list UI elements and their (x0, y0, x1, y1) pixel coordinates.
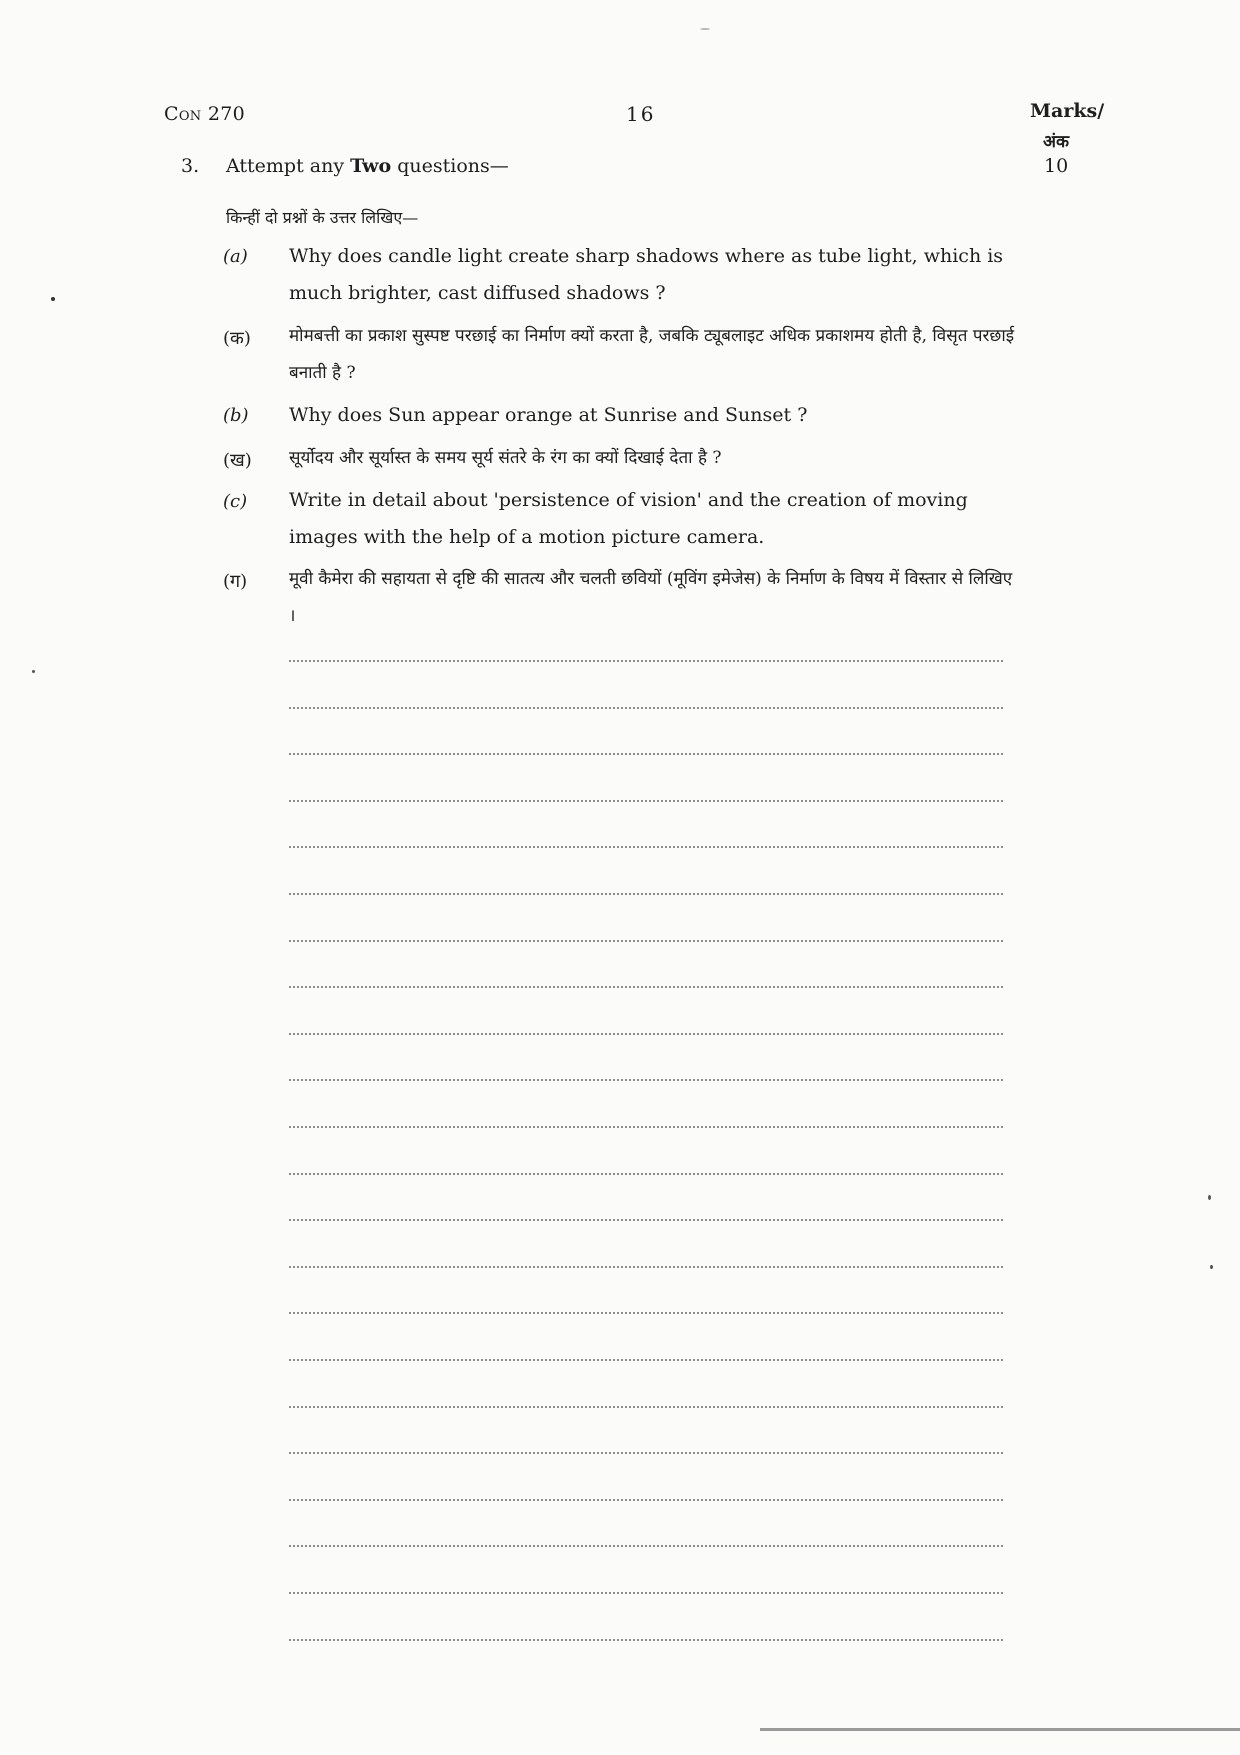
marks-column-label: Marks/ (1030, 100, 1105, 122)
scan-speck (1208, 1195, 1211, 1200)
question-marks: 10 (1044, 155, 1069, 177)
answer-line[interactable] (289, 1219, 1003, 1221)
paper-code-number: 270 (207, 103, 245, 125)
part-label-a: (a) (223, 246, 248, 267)
answer-line[interactable] (289, 800, 1003, 802)
paper-code (164, 103, 245, 125)
question-instruction (226, 155, 509, 177)
answer-line[interactable] (289, 846, 1003, 848)
part-text-kha: सूर्योदय और सूर्यास्त के समय सूर्य संतरे के रंग का क्यों दिखाई देता है ? (289, 448, 722, 468)
question-number: 3. (181, 155, 200, 177)
answer-line[interactable] (289, 1639, 1003, 1641)
answer-line[interactable] (289, 986, 1003, 988)
part-text-ka: मोमबत्ती का प्रकाश सुस्पष्ट परछाई का निर्माण क्यों करता है, जबकि ट्यूबलाइट अधिक प्रकाशमय होती है, विसृत परछाई बनाती है ? (289, 326, 1015, 383)
part-text-c: Write in detail about 'persistence of vision' and the creation of moving images with the help of a motion picture camera. (289, 489, 968, 548)
scan-edge-line (760, 1728, 1240, 1731)
answer-line[interactable] (289, 660, 1003, 662)
answer-line[interactable] (289, 893, 1003, 895)
paper-code-prefix: Con (164, 103, 202, 125)
answer-line[interactable] (289, 1173, 1003, 1175)
answer-line[interactable] (289, 1406, 1003, 1408)
part-text-b: Why does Sun appear orange at Sunrise and Sunset ? (289, 404, 808, 426)
instruction-part-1: Attempt any (226, 155, 345, 177)
answer-line[interactable] (289, 1126, 1003, 1128)
scan-speck (1210, 1265, 1213, 1269)
part-label-c: (c) (223, 491, 248, 512)
marks-column-label-hindi: अंक (1043, 132, 1070, 152)
answer-line[interactable] (289, 1266, 1003, 1268)
part-text-ga: मूवी कैमेरा की सहायता से दृष्टि की सातत्य और चलती छवियों (मूविंग इमेजेस) के निर्माण के विषय में विस्तार से लिखिए । (289, 569, 1013, 626)
answer-line[interactable] (289, 1312, 1003, 1314)
scan-speck (51, 297, 55, 301)
scan-speck (700, 28, 710, 30)
answer-line[interactable] (289, 1079, 1003, 1081)
answer-line[interactable] (289, 1033, 1003, 1035)
answer-line[interactable] (289, 1592, 1003, 1594)
page-number: 16 (626, 102, 656, 126)
answer-line[interactable] (289, 1359, 1003, 1361)
scan-speck (32, 670, 35, 673)
instruction-emphasis: Two (350, 155, 392, 177)
answer-line[interactable] (289, 1499, 1003, 1501)
part-label-b: (b) (223, 405, 249, 426)
answer-line[interactable] (289, 753, 1003, 755)
part-text-a: Why does candle light create sharp shadows where as tube light, which is much brighter, cast diffused shadows ? (289, 245, 1004, 304)
answer-line[interactable] (289, 1545, 1003, 1547)
part-label-ka: (क) (223, 328, 251, 349)
answer-line[interactable] (289, 1452, 1003, 1454)
question-instruction-hindi: किन्हीं दो प्रश्नों के उत्तर लिखिए— (226, 208, 419, 227)
part-label-kha: (ख) (223, 450, 252, 471)
instruction-part-2: questions— (397, 155, 509, 177)
answer-line[interactable] (289, 940, 1003, 942)
answer-line[interactable] (289, 707, 1003, 709)
part-label-ga: (ग) (223, 571, 248, 592)
